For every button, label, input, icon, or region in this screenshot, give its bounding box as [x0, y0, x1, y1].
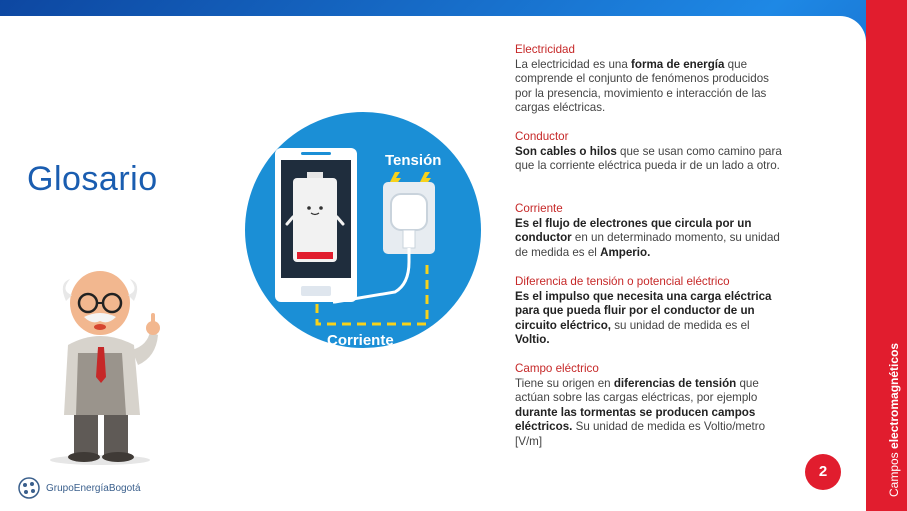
entry-corriente: Corriente Es el flujo de electrones que circula por un conductor en un determinado momento, su unidad de medida es el Amperio. — [515, 202, 785, 260]
logo-icon — [18, 477, 40, 499]
term-electricidad: Electricidad — [515, 43, 575, 56]
logo-text: GrupoEnergíaBogotá — [46, 482, 141, 494]
entry-electricidad: Electricidad La electricidad es una forma de energía que comprende el conjunto de fenómenos producidos por la presencia, movimiento e interacción de las cargas eléctricas. — [515, 43, 785, 116]
term-conductor: Conductor — [515, 130, 569, 143]
battery-icon — [287, 172, 343, 262]
professor-illustration — [42, 265, 172, 465]
corriente-label: Corriente — [327, 332, 394, 348]
entry-diferencia-de-tension: Diferencia de tensión o potencial eléctrico Es el impulso que necesita una carga eléctrica para que pueda fluir por el conductor de un circuito eléctrico, su unidad de medida es el Voltio. — [515, 275, 785, 348]
page-number-badge: 2 — [805, 454, 841, 490]
company-logo — [18, 477, 141, 499]
term-diferencia-de-tension: Diferencia de tensión o potencial eléctrico — [515, 275, 730, 288]
term-campo-electrico: Campo eléctrico — [515, 362, 599, 375]
charging-illustration — [245, 112, 481, 348]
entry-campo-electrico: Campo eléctrico Tiene su origen en diferencias de tensión que actúan sobre las cargas eléctricas, por ejemplo durante las tormentas se producen campos eléctricos. Su unidad de medida es Voltio/metro [V/m] — [515, 362, 785, 450]
page-title: Glosario — [27, 160, 158, 198]
tension-label: Tensión — [385, 152, 442, 169]
term-corriente: Corriente — [515, 202, 563, 215]
side-title: Campos electromagnéticos — [887, 342, 901, 497]
entry-conductor: Conductor Son cables o hilos que se usan como camino para que la corriente eléctrica pueda ir de un lado a otro. — [515, 130, 785, 174]
